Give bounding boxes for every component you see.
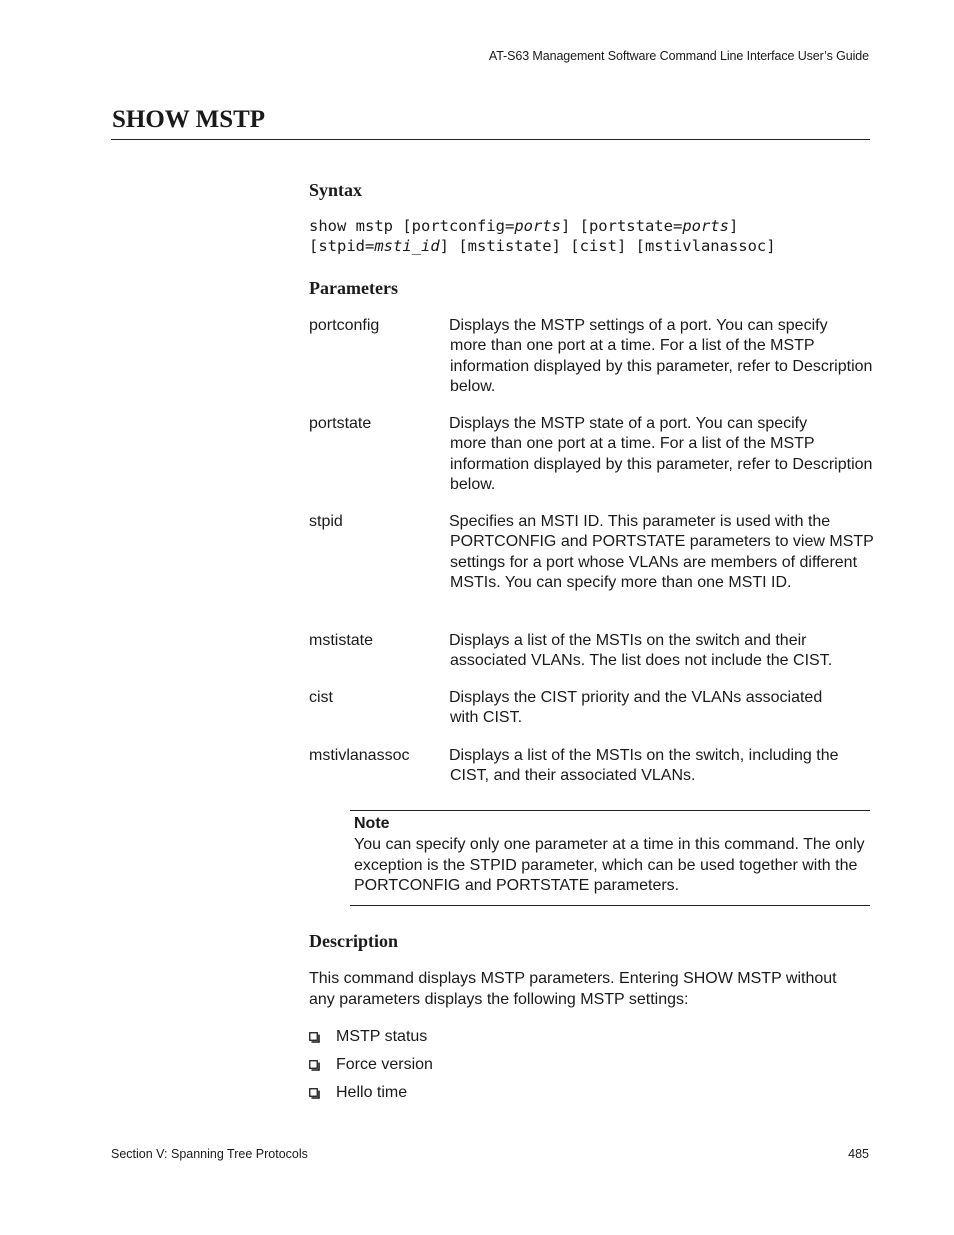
list-item-text: Force version — [336, 1056, 433, 1073]
param-name: cist — [309, 689, 333, 706]
param-name: portstate — [309, 415, 372, 432]
syntax-placeholder: ports — [514, 217, 561, 235]
note-top-rule — [350, 810, 870, 811]
description-text: This command displays MSTP parameters. Entering SHOW MSTP without any parameters displays the following MSTP settings: — [309, 970, 837, 1008]
param-description — [449, 316, 874, 397]
param-name: mstivlanassoc — [309, 747, 410, 764]
description-heading: Description — [309, 931, 398, 951]
param-description-text: Displays a list of the MSTIs on the switch, including the — [449, 747, 839, 764]
param-name: stpid — [309, 513, 343, 530]
syntax-text: ] — [728, 217, 739, 235]
syntax-text: ] [mstistate] [cist] [mstivlanassoc] — [439, 237, 776, 255]
param-description-text: Displays the CIST priority and the VLANs associated — [449, 689, 823, 706]
note-label: Note — [354, 815, 390, 832]
param-description-text: Displays the MSTP state of a port. You can specify — [449, 415, 808, 432]
param-description-text: with CIST. — [450, 709, 523, 727]
param-description-text: more than one port at a time. For a list of the MSTP information displayed by this parameter, refer to Description below. — [450, 435, 873, 493]
param-name: portconfig — [309, 317, 380, 334]
param-description — [449, 512, 874, 593]
syntax-text: [stpid= — [309, 237, 375, 255]
syntax-placeholder: ports — [682, 217, 729, 235]
syntax-text: show mstp [portconfig= — [309, 217, 515, 235]
checkbox-icon — [309, 1088, 320, 1099]
param-description-text: associated VLANs. The list does not include the CIST. — [450, 652, 833, 670]
param-description — [449, 631, 874, 672]
note-text: You can specify only one parameter at a time in this command. The only exception is the STPID parameter, which can be used together with the PORTCONFIG and PORTSTATE parameters. — [354, 836, 865, 894]
list-item-text: MSTP status — [336, 1028, 428, 1045]
syntax-heading: Syntax — [309, 180, 363, 200]
param-name: mstistate — [309, 632, 374, 649]
syntax-block — [309, 216, 776, 256]
title-divider — [111, 139, 870, 140]
param-description — [449, 414, 874, 495]
checkbox-icon — [309, 1060, 320, 1071]
param-description-text: CIST, and their associated VLANs. — [450, 767, 696, 785]
checkbox-icon — [309, 1032, 320, 1043]
param-description — [449, 746, 874, 787]
param-description-text: Displays the MSTP settings of a port. You can specify — [449, 317, 828, 334]
note-bottom-rule — [350, 905, 870, 906]
list-item-text: Hello time — [336, 1084, 408, 1101]
syntax-placeholder: msti_id — [374, 237, 440, 255]
param-description-text: Displays a list of the MSTIs on the switch and their — [449, 632, 807, 649]
parameters-heading: Parameters — [309, 278, 398, 298]
page-number: 485 — [848, 1147, 869, 1161]
param-description-text: more than one port at a time. For a list of the MSTP information displayed by this parameter, refer to Description below. — [450, 337, 873, 395]
header-guide-title: AT-S63 Management Software Command Line Interface User’s Guide — [488, 49, 869, 63]
syntax-text: ] [portstate= — [560, 217, 683, 235]
param-description-text: PORTCONFIG and PORTSTATE parameters to view MSTP settings for a port whose VLANs are members of different MSTIs. You can specify more than one MSTI ID. — [450, 533, 874, 591]
param-description — [449, 688, 874, 729]
page-title: SHOW MSTP — [112, 106, 266, 133]
footer-section: Section V: Spanning Tree Protocols — [111, 1147, 308, 1161]
param-description-text: Specifies an MSTI ID. This parameter is used with the — [449, 513, 831, 530]
